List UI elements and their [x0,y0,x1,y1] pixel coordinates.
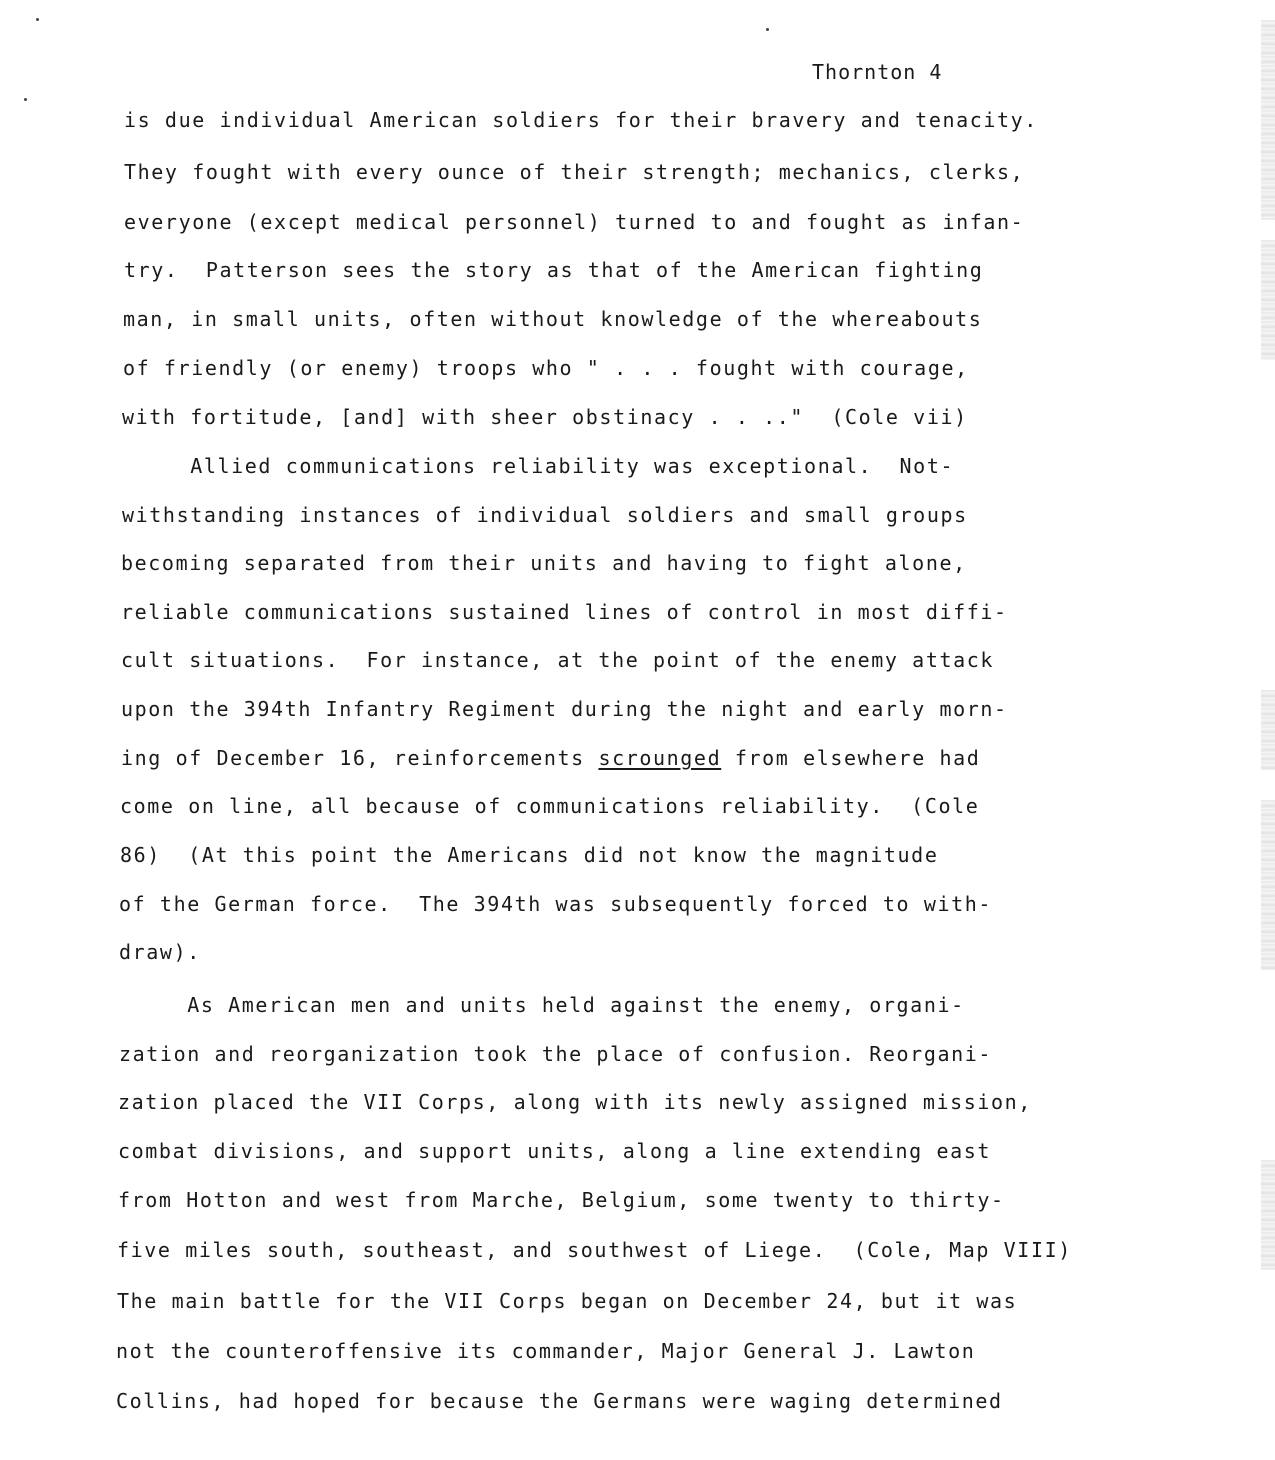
text-line-8: Allied communications reliability was exceptional. Not- [122,454,955,478]
text-line-16: 86) (At this point the Americans did not know the magnitude [120,843,939,867]
text-line-15: come on line, all because of communications reliability. (Cole [120,794,980,818]
scan-edge-artifact-5 [1261,1160,1275,1270]
text-line-20: zation and reorganization took the place of confusion. Reorgani- [119,1042,993,1066]
scan-edge-artifact-3 [1261,690,1275,770]
scan-edge-artifact-4 [1261,800,1275,970]
text-line-26: not the counteroffensive its commander, Major General J. Lawton [116,1339,976,1363]
text-line-22: combat divisions, and support units, along a line extending east [118,1139,992,1163]
text-line-13: upon the 394th Infantry Regiment during the night and early morn- [121,697,1008,721]
text-line-17: of the German force. The 394th was subsequently forced to with- [119,892,993,916]
text-line-3: everyone (except medical personnel) turned to and fought as infan- [124,210,1025,234]
text-line-18: draw). [119,940,201,964]
underlined-word: scrounged [598,746,722,770]
text-line-14 [121,746,980,770]
text-line-23: from Hotton and west from Marche, Belgium, some twenty to thirty- [118,1188,1005,1212]
running-head: Thornton 4 [812,60,943,84]
text-line-6: of friendly (or enemy) troops who " . . . fought with courage, [123,356,969,380]
text-line-19: As American men and units held against the enemy, organi- [119,993,965,1017]
text-line-24: five miles south, southeast, and southwest of Liege. (Cole, Map VIII) [117,1238,1072,1262]
text-line-14-start: ing of December 16, reinforcements [121,746,599,770]
text-line-1: is due individual American soldiers for their bravery and tenacity. [124,108,1038,132]
scan-edge-artifact-1 [1261,20,1275,220]
text-line-25: The main battle for the VII Corps began on December 24, but it was [117,1289,1018,1313]
text-line-12: cult situations. For instance, at the point of the enemy attack [121,648,995,672]
text-line-27: Collins, had hoped for because the Germans were waging determined [116,1389,1003,1413]
text-line-11: reliable communications sustained lines of control in most diffi- [121,600,1008,624]
text-line-10: becoming separated from their units and having to fight alone, [121,551,967,575]
text-line-5: man, in small units, often without knowledge of the whereabouts [123,307,983,331]
scan-speck-2 [24,98,27,101]
scan-speck-1 [766,28,769,31]
text-line-2: They fought with every ounce of their strength; mechanics, clerks, [124,160,1025,184]
scan-edge-artifact-2 [1261,240,1275,360]
text-line-4: try. Patterson sees the story as that of the American fighting [124,258,984,282]
text-line-9: withstanding instances of individual soldiers and small groups [122,503,968,527]
text-line-21: zation placed the VII Corps, along with its newly assigned mission, [118,1090,1032,1114]
scan-speck-3 [36,18,39,21]
text-line-14-end: from elsewhere had [721,746,981,770]
text-line-7: with fortitude, [and] with sheer obstinacy . . .." (Cole vii) [122,405,968,429]
